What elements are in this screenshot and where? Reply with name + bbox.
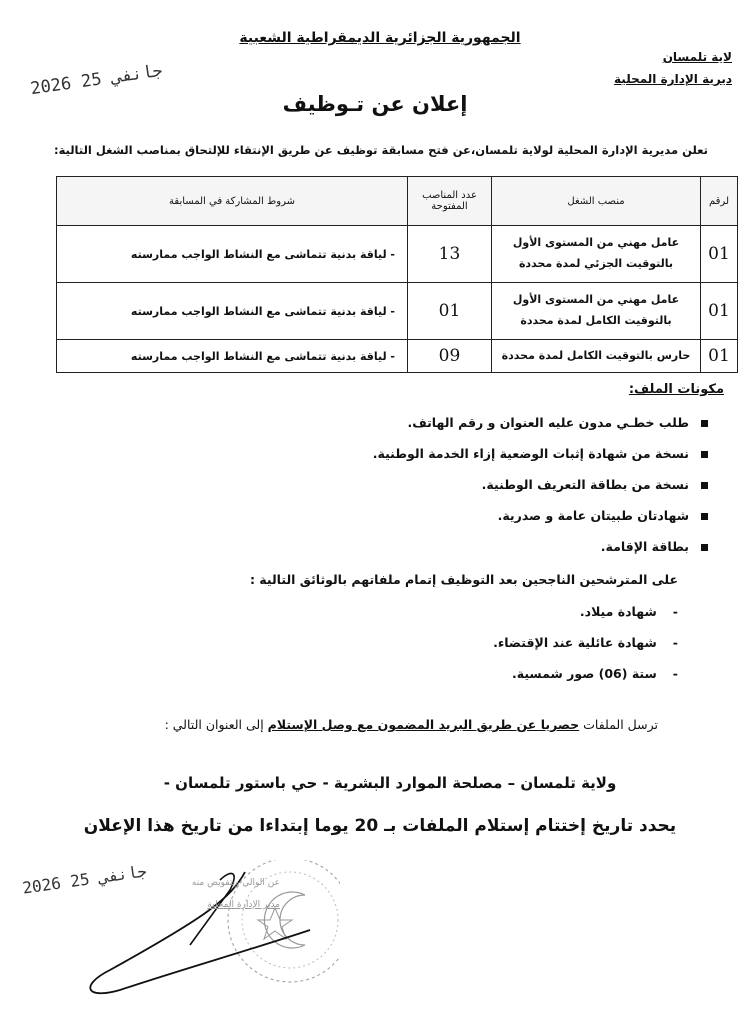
deadline-text: يحدد تاريخ إختتام إستلام الملفات بـ 20 يوما إبتداءا من تاريخ هذا الإعلان [83, 816, 677, 836]
mailing-address: ولاية تلمسان – مصلحة الموارد البشرية - حي باستور تلمسان - [163, 774, 617, 792]
header-conditions: شروط المشاركة في المسابقة [57, 177, 408, 226]
date-stamp-bottom: 2026 جانفي 25 [21, 861, 148, 898]
list-item-text: شهادة عائلية عند الإقتضاء. [493, 635, 657, 650]
intro-text: تعلن مديرية الإدارة المحلية لولاية تلمسان،عن فتح مسابقة توظيف عن طريق الإنتقاء للإلتحاق بمناصب الشغل التالية: [53, 143, 708, 157]
list-item [373, 508, 708, 539]
signature-line-1: عن الوالي وبتفويض منه [191, 878, 280, 888]
dash-bullet-icon: - [672, 635, 678, 650]
sending-instructions [165, 717, 658, 732]
header-count: عدد المناصب المفتوحة [408, 177, 492, 226]
row-conditions: - لياقة بدنية تتماشى مع النشاط الواجب ممارسته [57, 340, 408, 373]
table-row [57, 226, 738, 283]
after-hiring-list [493, 604, 678, 697]
list-item [373, 446, 708, 477]
list-item [373, 415, 708, 446]
signature-line-2: مدير الإدارة المحلية [207, 900, 280, 910]
jobs-table [56, 176, 738, 373]
sending-prefix: ترسل الملفات [579, 717, 658, 732]
square-bullet-icon [701, 451, 708, 458]
square-bullet-icon [701, 544, 708, 551]
row-count: 13 [408, 226, 492, 283]
dash-bullet-icon: - [672, 604, 678, 619]
list-item-text: شهادة ميلاد. [579, 604, 657, 619]
list-item [373, 539, 708, 570]
file-components-heading: مكونات الملف: [628, 382, 724, 397]
square-bullet-icon [701, 513, 708, 520]
file-components-list [373, 415, 708, 570]
list-item-text: ستة (06) صور شمسية. [511, 666, 657, 681]
row-conditions: - لياقة بدنية تتماشى مع النشاط الواجب ممارسته [57, 283, 408, 340]
signature-block [80, 860, 340, 1010]
list-item-text: نسخة من شهادة إثبات الوضعية إزاء الخدمة الوطنية. [372, 446, 689, 461]
row-number: 01 [701, 283, 738, 340]
row-number: 01 [701, 340, 738, 373]
row-post: عامل مهني من المستوى الأول بالتوقيت الجزئي لمدة محددة [492, 226, 701, 283]
list-item [493, 635, 678, 666]
list-item [373, 477, 708, 508]
list-item-text: نسخة من بطاقة التعريف الوطنية. [481, 477, 689, 492]
dash-bullet-icon: - [672, 666, 678, 681]
header-number: لرقم [701, 177, 738, 226]
row-post: عامل مهني من المستوى الأول بالتوقيت الكامل لمدة محددة [492, 283, 701, 340]
list-item [493, 604, 678, 635]
list-item-text: طلب خطـي مدون عليه العنوان و رقم الهاتف. [407, 415, 689, 430]
sending-underlined: حصريا عن طريق البريد المضمون مع وصل الإستلام [267, 717, 580, 732]
date-stamp-top: 2026 جانفي 25 [29, 60, 164, 100]
table-row [57, 340, 738, 373]
row-count: 01 [408, 283, 492, 340]
header-post: منصب الشغل [492, 177, 701, 226]
row-post: حارس بالتوقيت الكامل لمدة محددة [492, 340, 701, 373]
list-item-text: شهادتان طبيتان عامة و صدرية. [497, 508, 689, 523]
republic-heading: الجمهورية الجزائرية الديمقراطية الشعبية [239, 30, 521, 46]
table-row [57, 283, 738, 340]
table-header-row [57, 177, 738, 226]
wilaya-label: لاية تلمسان [662, 50, 732, 64]
row-number: 01 [701, 226, 738, 283]
after-hiring-text: على المترشحين الناجحين بعد التوظيف إتمام ملفاتهم بالوثائق التالية : [249, 572, 678, 587]
square-bullet-icon [701, 482, 708, 489]
row-conditions: - لياقة بدنية تتماشى مع النشاط الواجب ممارسته [57, 226, 408, 283]
directorate-label: ديرية الإدارة المحلية [614, 72, 732, 86]
list-item [493, 666, 678, 697]
square-bullet-icon [701, 420, 708, 427]
sending-suffix: إلى العنوان التالي : [164, 717, 268, 732]
list-item-text: بطاقة الإقامة. [600, 539, 689, 554]
document-title: إعلان عن تـوظيف [282, 92, 468, 116]
row-count: 09 [408, 340, 492, 373]
